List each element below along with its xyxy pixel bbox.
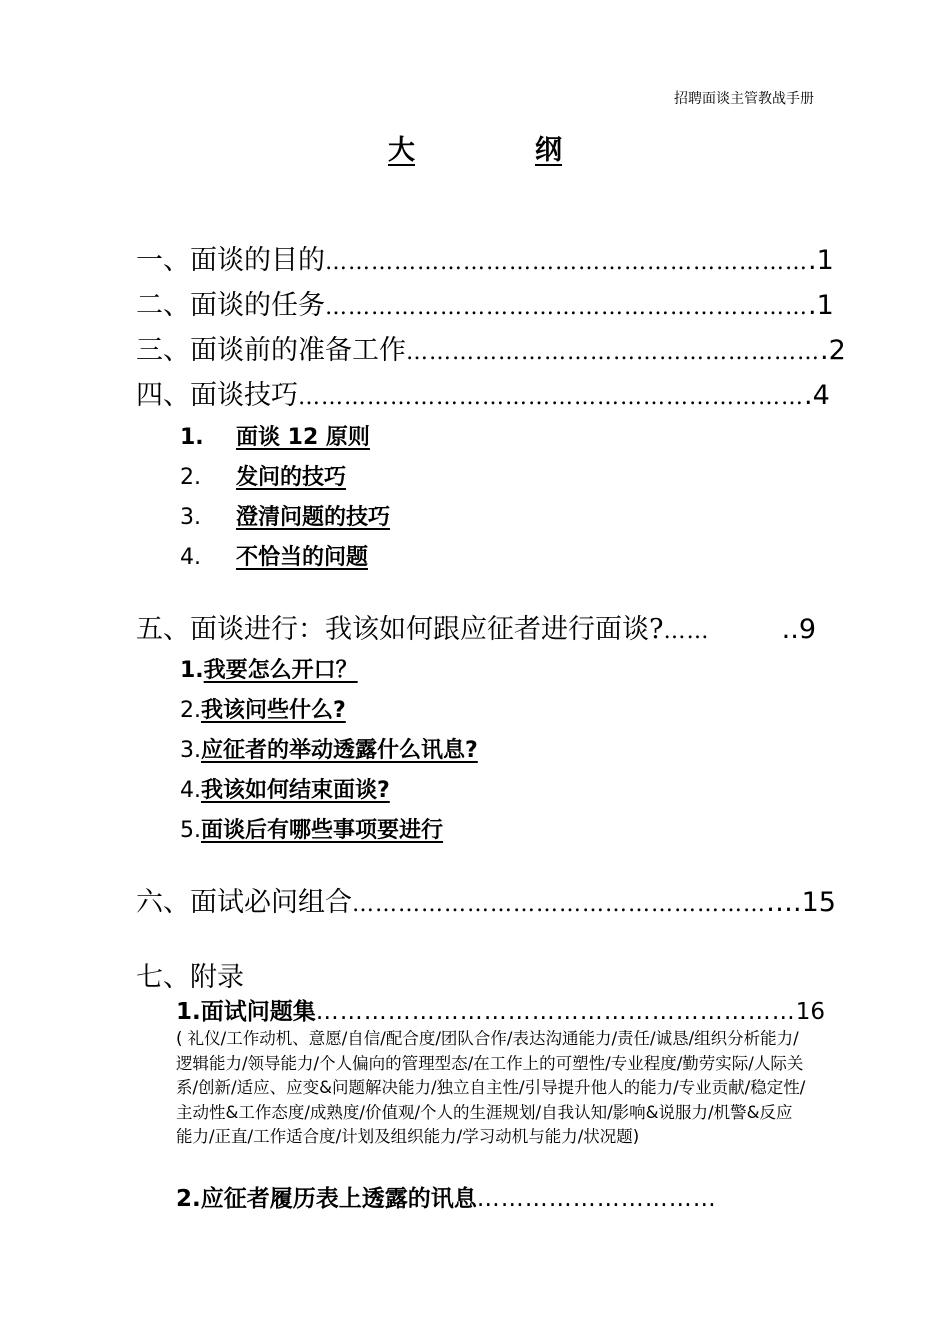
item-number: 4. [180,778,201,803]
toc-page: .4 [804,380,830,411]
toc-leader: ……………………………………………… [352,892,766,917]
item-label: 面谈后有哪些事项要进行 [201,818,444,843]
item-number: 3. [180,738,201,763]
item-label: 面谈 12 原则 [236,425,370,450]
header-note: 招聘面谈主管教战手册 [674,91,814,107]
toc-title: 六、面试必问组合 [136,887,352,918]
toc-leader: …… [663,619,710,644]
interview-item-4[interactable] [180,773,390,804]
item-label: 应征者的举动透露什么讯息? [201,738,478,763]
item-label: 我要怎么开口？ [203,658,358,683]
toc-entry-7[interactable] [136,955,796,994]
toc-page: ….15 [766,887,836,918]
toc-page: 16 [795,999,826,1025]
item-label: 我该如何结束面谈? [201,778,390,803]
skills-item-4[interactable] [180,540,368,571]
toc-title: 三、面谈前的准备工作 [136,335,406,366]
skills-item-3[interactable] [180,500,390,531]
toc-title: 二、面谈的任务 [136,290,325,321]
toc-leader: ………………………………………………………… [298,385,804,410]
appendix-item-1[interactable] [176,993,826,1026]
title-left: 大 [388,135,415,166]
skills-item-2[interactable] [180,460,346,491]
toc-title: 四、面谈技巧 [136,380,298,411]
item-number: 3. [180,505,201,530]
title-right: 纲 [535,135,562,166]
toc-entry-5[interactable] [136,607,816,646]
toc-entry-3[interactable] [136,328,846,367]
item-label: 发问的技巧 [236,465,347,490]
item-label: 我该问些什么? [201,698,346,723]
item-label: 澄清问题的技巧 [236,505,391,530]
toc-page: .1 [808,245,834,276]
appendix-item-2[interactable] [176,1180,776,1213]
toc-title: 一、面谈的目的 [136,245,325,276]
toc-page: .2 [820,335,846,366]
skills-item-1[interactable] [180,420,370,451]
item-number: 1. [180,658,204,683]
item-number: 4. [180,545,201,570]
item-number: 1. [180,425,204,450]
toc-title: 五、面谈进行：我该如何跟应征者进行面谈? [136,614,664,645]
item-label: 1.面试问题集 [176,999,316,1025]
item-label: 2.应征者履历表上透露的讯息 [176,1186,477,1212]
page-title [388,128,562,167]
item-number: 5. [180,818,201,843]
item-number: 2. [180,465,201,490]
interview-item-3[interactable] [180,733,478,764]
toc-title: 七、附录 [136,962,244,993]
toc-entry-2[interactable] [136,283,834,322]
toc-page: .1 [808,290,834,321]
toc-leader: ……………………………………………………… [325,250,808,275]
item-label: 不恰当的问题 [236,545,369,570]
toc-leader: ……………………………………………… [406,340,820,365]
interview-item-1[interactable] [180,653,358,684]
toc-entry-4[interactable] [136,373,830,412]
toc-leader: ………………………… [476,1186,717,1212]
interview-item-2[interactable] [180,693,346,724]
toc-leader: ……………………………………………………… [325,295,808,320]
toc-entry-1[interactable] [136,238,834,277]
interview-item-5[interactable] [180,813,443,844]
toc-leader: …………………………………………………… [315,999,796,1025]
toc-entry-6[interactable] [136,880,836,919]
appendix-note: ( 礼仪/工作动机、意愿/自信/配合度/团队合作/表达沟通能力/责任/诚恳/组织分析能力/逻辑能力/领导能力/个人偏向的管理型态/在工作上的可塑性/专业程度/勤劳实际/人际关系/创新/适应、应变&问题解决能力/独立自主性/引导提升他人的能力/专业贡献/稳定性/主动性&工作态度/成熟度/价值观/个人的生涯规划/自我认知/影响&说服力/机警&反应能力/正直/工作适合度/计划及组织能力/学习动机与能力/状况题) [176,1029,806,1146]
item-number: 2. [180,698,201,723]
toc-page: ..9 [781,614,816,645]
